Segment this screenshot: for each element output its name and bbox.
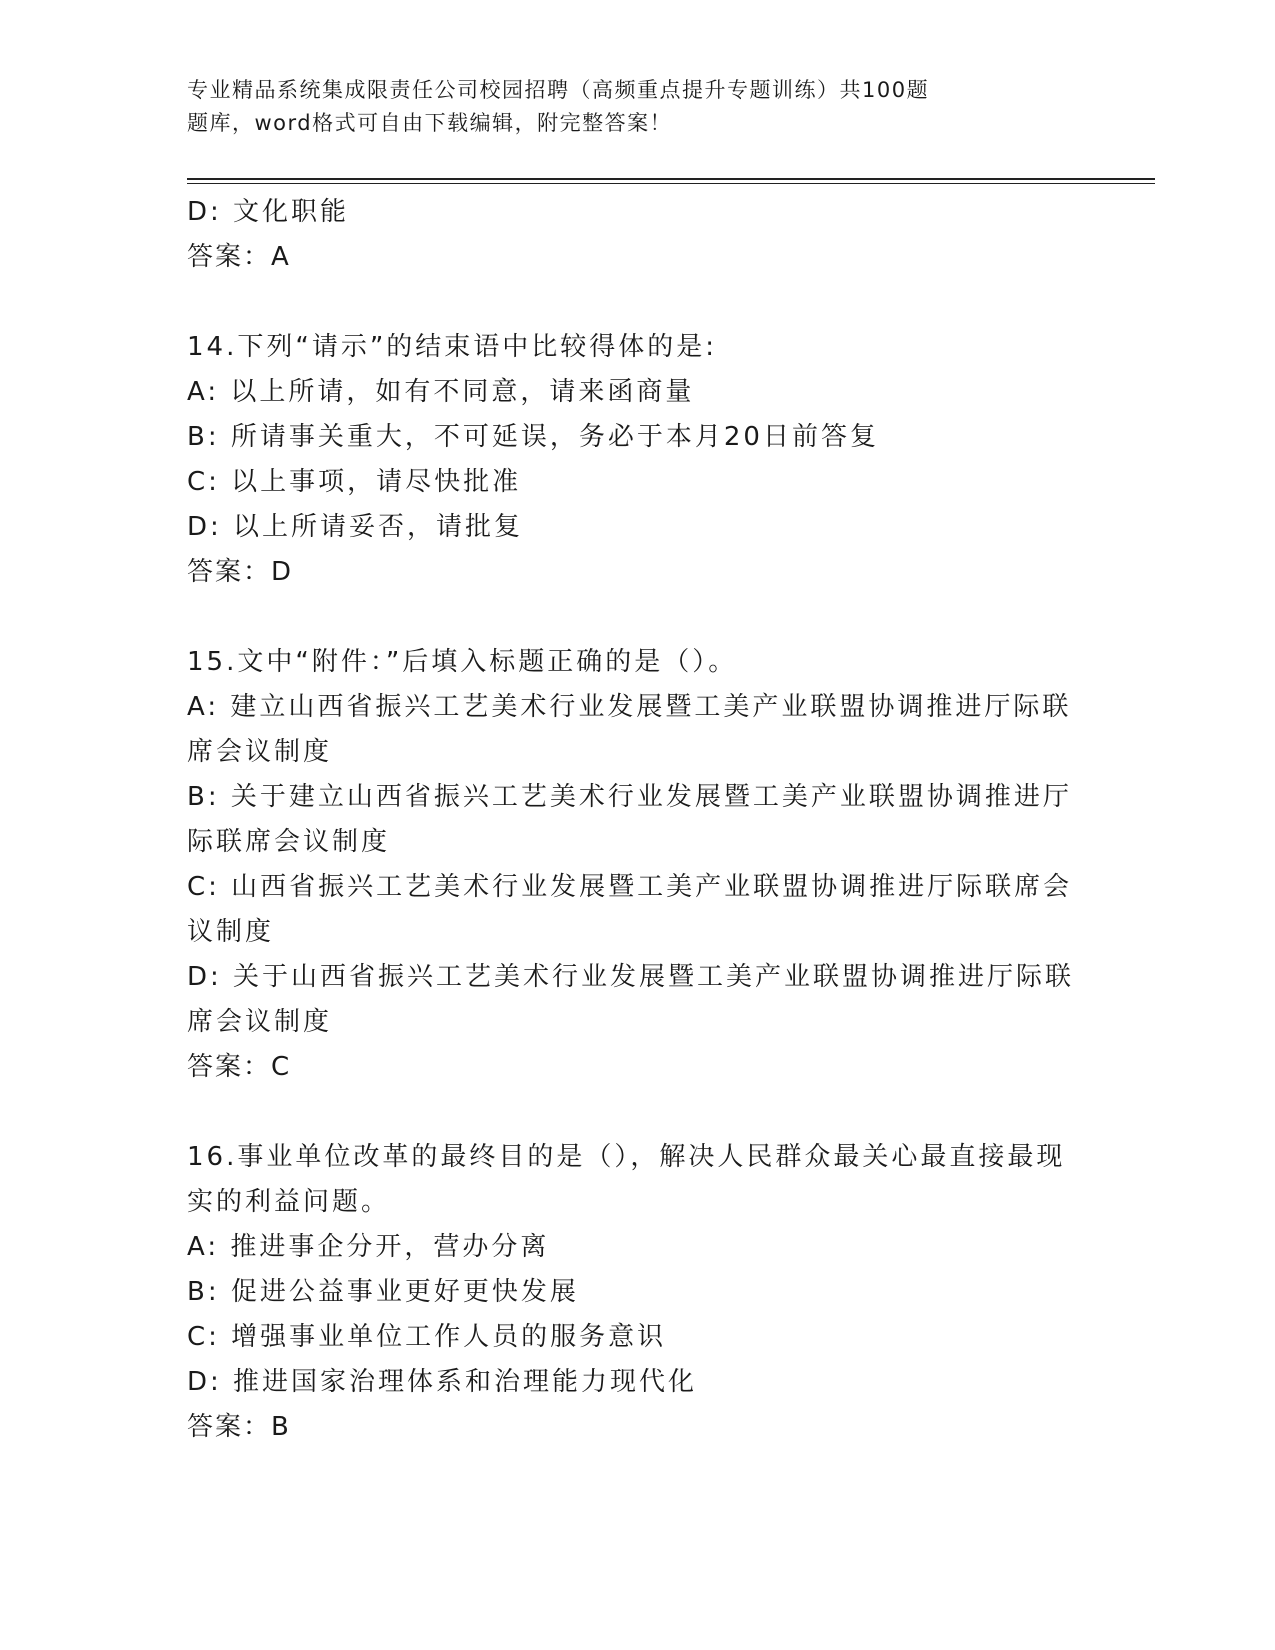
- document-body: [187, 190, 1077, 1450]
- answer: 答案：C: [187, 1052, 292, 1082]
- question-stem: 15.文中“附件：”后填入标题正确的是（）。: [187, 647, 738, 677]
- option-b: B: 关于建立山西省振兴工艺美术行业发展暨工美产业联盟协调推进厅际联席会议制度: [187, 782, 1072, 857]
- document-header: [187, 74, 1067, 140]
- option-c: C: 以上事项，请尽快批准: [187, 467, 522, 497]
- option-d: D: 推进国家治理体系和治理能力现代化: [187, 1367, 698, 1397]
- option-a: A: 以上所请，如有不同意，请来函商量: [187, 377, 695, 407]
- option-d: D: 文化职能: [187, 197, 350, 227]
- answer: 答案：B: [187, 1412, 291, 1442]
- header-line-2: 题库，word格式可自由下载编辑，附完整答案！: [187, 111, 673, 135]
- question-16: [187, 1135, 1077, 1450]
- option-d: D: 以上所请妥否，请批复: [187, 512, 524, 542]
- option-b: B: 所请事关重大，不可延误，务必于本月20日前答复: [187, 422, 879, 452]
- option-c: C: 增强事业单位工作人员的服务意识: [187, 1322, 667, 1352]
- option-a: A: 推进事企分开，营办分离: [187, 1232, 550, 1262]
- question-13-tail: [187, 190, 1077, 280]
- answer: 答案：D: [187, 557, 294, 587]
- question-15: [187, 640, 1077, 1090]
- option-a: A: 建立山西省振兴工艺美术行业发展暨工美产业联盟协调推进厅际联席会议制度: [187, 692, 1072, 767]
- question-stem: 16.事业单位改革的最终目的是（），解决人民群众最关心最直接最现实的利益问题。: [187, 1142, 1066, 1217]
- header-rule-thin: [187, 183, 1155, 184]
- question-14: [187, 325, 1077, 595]
- answer: 答案：A: [187, 242, 291, 272]
- header-rule-thick: [187, 178, 1155, 180]
- option-b: B: 促进公益事业更好更快发展: [187, 1277, 579, 1307]
- spacer: [187, 1090, 1077, 1135]
- option-c: C: 山西省振兴工艺美术行业发展暨工美产业联盟协调推进厅际联席会议制度: [187, 872, 1073, 947]
- spacer: [187, 280, 1077, 325]
- spacer: [187, 595, 1077, 640]
- question-stem: 14.下列“请示”的结束语中比较得体的是:: [187, 332, 718, 362]
- option-d: D: 关于山西省振兴工艺美术行业发展暨工美产业联盟协调推进厅际联席会议制度: [187, 962, 1075, 1037]
- header-line-1: 专业精品系统集成限责任公司校园招聘（高频重点提升专题训练）共100题: [187, 78, 930, 102]
